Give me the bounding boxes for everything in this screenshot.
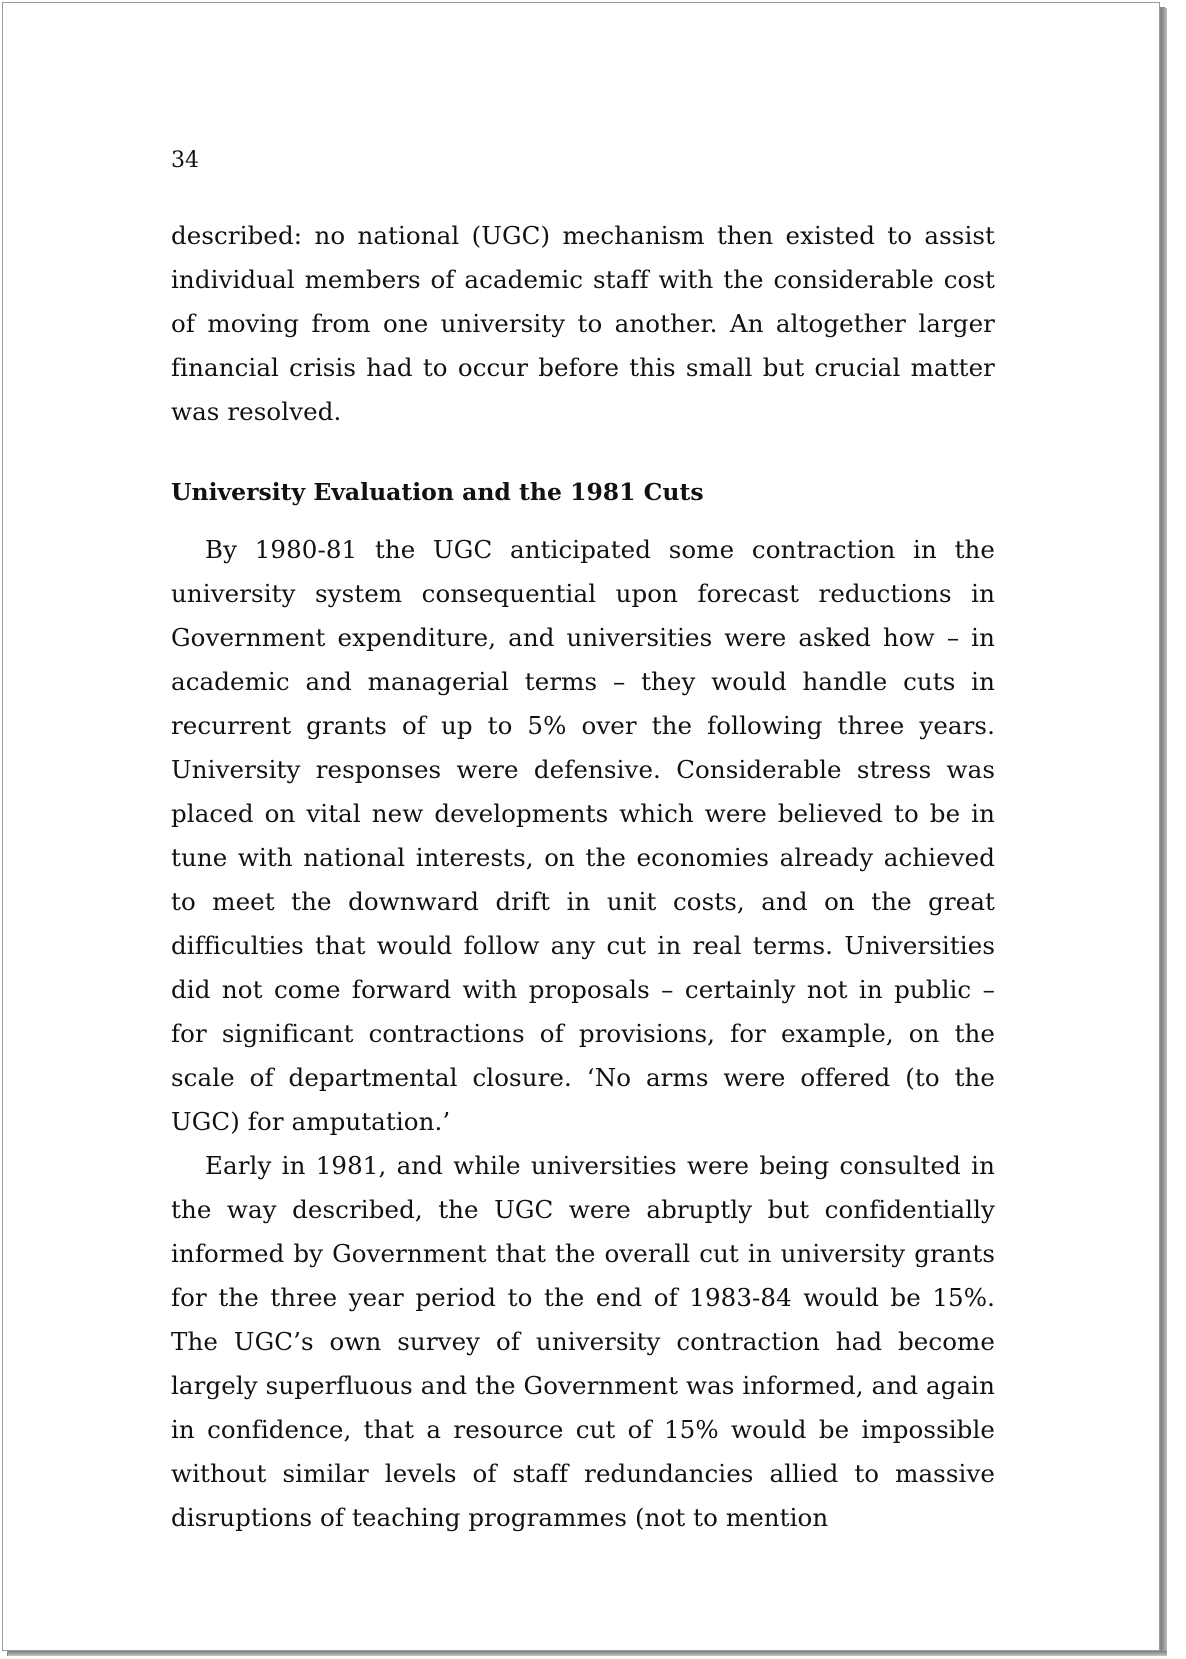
body-paragraph-2: Early in 1981, and while universities were being consulted in the way described, the UGC were abruptly but confidentially informed by Government that the overall cut in university grants for the three year period to the end of 1983-84 would be 15%. The UGC’s own survey of university contraction had become largely superfluous and the Government was informed, and again in confidence, that a resource cut of 15% would be impossible without similar levels of staff redundancies allied to massive disruptions of teaching programmes (not to mention (171, 1151, 995, 1532)
section-body (171, 528, 995, 1540)
page-edge-shadow-bottom (8, 1651, 1167, 1656)
section-heading: University Evaluation and the 1981 Cuts (171, 478, 704, 506)
page-number: 34 (171, 148, 199, 173)
continued-paragraph: described: no national (UGC) mechanism then existed to assist individual members of academic staff with the considerable cost of moving from one university to another. An altogether larger financial crisis had to occur before this small but crucial matter was resolved. (171, 221, 995, 426)
body-paragraph-1: By 1980-81 the UGC anticipated some contraction in the university system consequential upon forecast reductions in Government expenditure, and universities were asked how – in academic and managerial terms – they would handle cuts in recurrent grants of up to 5% over the following three years. University responses were defensive. Considerable stress was placed on vital new developments which were believed to be in tune with national interests, on the economies already achieved to meet the downward drift in unit costs, and on the great difficulties that would follow any cut in real terms. Universities did not come forward with proposals – certainly not in public – for significant contractions of provisions, for example, on the scale of departmental closure. ‘No arms were offered (to the UGC) for amputation.’ (171, 535, 995, 1136)
page-edge-shadow-right (1161, 8, 1167, 1655)
